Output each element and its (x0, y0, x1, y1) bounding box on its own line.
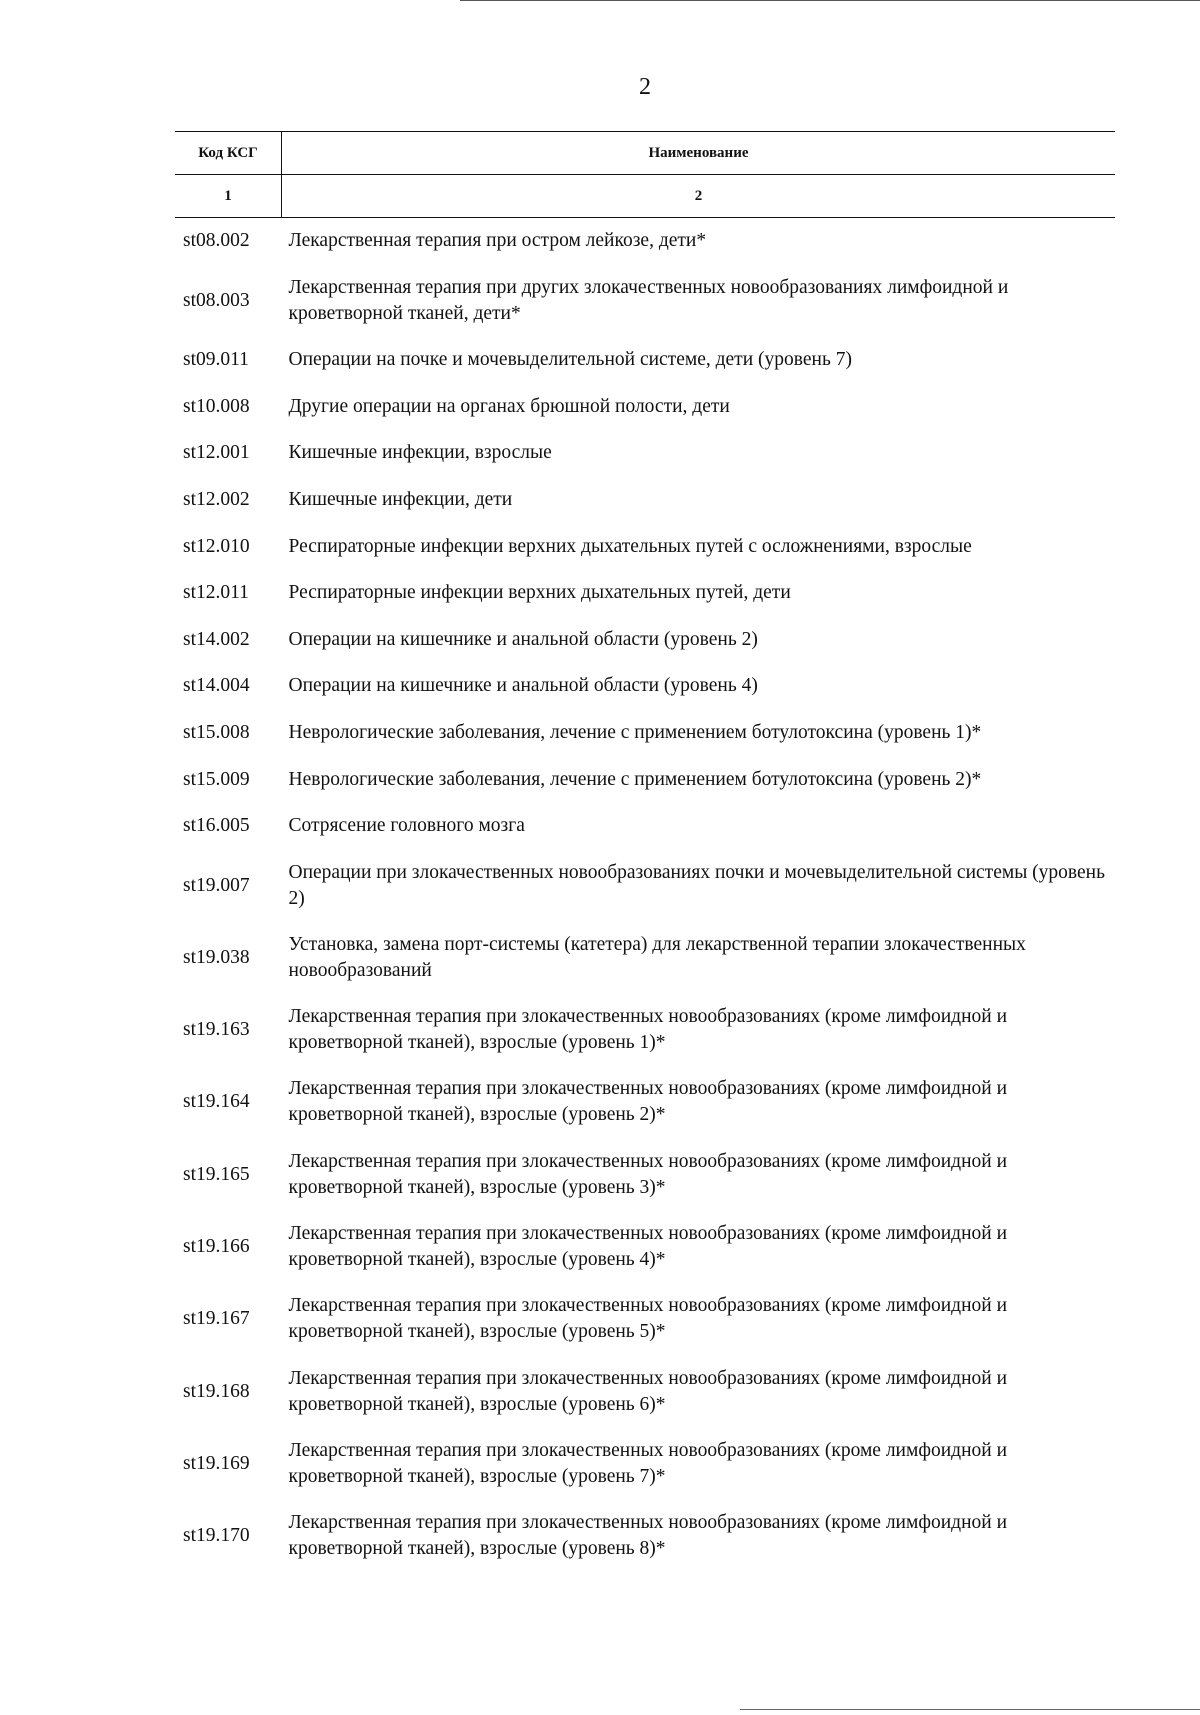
row-code: st12.002 (183, 488, 250, 510)
row-code: st09.011 (183, 349, 249, 371)
row-code: st15.008 (183, 721, 250, 743)
row-name: Операции на почке и мочевыделительной системе, дети (уровень 7) (288, 349, 852, 371)
table-row (175, 1066, 1115, 1138)
row-code: st19.163 (183, 1019, 250, 1041)
row-name: Операции на кишечнике и анальной области (уровень 2) (288, 628, 758, 650)
column-number-code: 1 (175, 175, 282, 218)
row-code: st08.003 (183, 289, 250, 311)
row-code: st19.167 (183, 1308, 250, 1330)
row-name: Неврологические заболевания, лечение с применением ботулотоксина (уровень 2)* (288, 768, 982, 790)
row-code: st19.164 (183, 1091, 250, 1113)
row-code: st19.038 (183, 946, 250, 968)
table-row (175, 1211, 1115, 1283)
row-code: st19.166 (183, 1236, 250, 1258)
row-name: Другие операции на органах брюшной полости, дети (288, 395, 730, 417)
row-name: Респираторные инфекции верхних дыхательных путей с осложнениями, взрослые (288, 535, 972, 557)
row-name: Респираторные инфекции верхних дыхательных путей, дети (288, 582, 791, 604)
row-name: Лекарственная терапия при остром лейкозе, дети* (288, 230, 707, 252)
row-code: st14.002 (183, 628, 250, 650)
table-row (175, 1139, 1115, 1211)
row-code: st19.170 (183, 1525, 250, 1547)
table-row (175, 1356, 1115, 1428)
table-row (175, 383, 1115, 430)
row-code: st15.009 (183, 768, 250, 790)
table-row (175, 477, 1115, 524)
table-row (175, 849, 1115, 921)
row-name: Лекарственная терапия при злокачественных новообразованиях (кроме лимфоидной и кроветворной тканей), взрослые (уровень 5)* (288, 1295, 1008, 1343)
kcg-table (175, 131, 1115, 1572)
table-row (175, 803, 1115, 850)
row-name: Неврологические заболевания, лечение с применением ботулотоксина (уровень 1)* (288, 721, 982, 743)
row-name: Лекарственная терапия при злокачественных новообразованиях (кроме лимфоидной и кроветворной тканей), взрослые (уровень 1)* (288, 1006, 1008, 1054)
table-row (175, 710, 1115, 757)
row-code: st12.011 (183, 582, 249, 604)
row-code: st19.169 (183, 1452, 250, 1474)
row-name: Лекарственная терапия при злокачественных новообразованиях (кроме лимфоидной и кроветворной тканей), взрослые (уровень 2)* (288, 1078, 1008, 1126)
row-code: st10.008 (183, 395, 250, 417)
table-row (175, 1500, 1115, 1572)
table-row (175, 430, 1115, 477)
row-name: Лекарственная терапия при злокачественных новообразованиях (кроме лимфоидной и кроветворной тканей), взрослые (уровень 4)* (288, 1223, 1008, 1271)
table-row (175, 1283, 1115, 1355)
table-row (175, 663, 1115, 710)
row-code: st08.002 (183, 230, 250, 252)
row-name: Лекарственная терапия при других злокачественных новообразованиях лимфоидной и кроветворной тканей, дети* (288, 276, 1009, 324)
row-name: Установка, замена порт-системы (катетера) для лекарственной терапии злокачественных новообразований (288, 933, 1026, 981)
row-name: Операции при злокачественных новообразованиях почки и мочевыделительной системы (уровень 2) (288, 861, 1105, 909)
table-header-row (175, 132, 1115, 175)
scan-edge-line-top (460, 0, 1200, 1)
row-code: st19.168 (183, 1380, 250, 1402)
row-name: Кишечные инфекции, дети (288, 488, 513, 510)
table-body (175, 218, 1115, 1573)
row-name: Сотрясение головного мозга (288, 815, 525, 837)
row-code: st12.010 (183, 535, 250, 557)
table-row (175, 922, 1115, 994)
column-number-name: 2 (282, 175, 1116, 218)
row-code: st12.001 (183, 442, 250, 464)
table-row (175, 337, 1115, 384)
row-name: Операции на кишечнике и анальной области (уровень 4) (288, 675, 758, 697)
table-row (175, 616, 1115, 663)
row-name: Кишечные инфекции, взрослые (288, 442, 552, 464)
row-code: st19.007 (183, 874, 250, 896)
row-name: Лекарственная терапия при злокачественных новообразованиях (кроме лимфоидной и кроветворной тканей), взрослые (уровень 3)* (288, 1150, 1008, 1198)
page-number: 2 (639, 74, 651, 100)
row-code: st14.004 (183, 675, 250, 697)
scan-edge-line-bottom (740, 1709, 1200, 1710)
row-name: Лекарственная терапия при злокачественных новообразованиях (кроме лимфоидной и кроветворной тканей), взрослые (уровень 7)* (288, 1439, 1008, 1487)
table-row (175, 265, 1115, 337)
header-name: Наименование (282, 132, 1116, 175)
row-code: st16.005 (183, 815, 250, 837)
table-row (175, 756, 1115, 803)
table-row (175, 523, 1115, 570)
table-row (175, 994, 1115, 1066)
row-name: Лекарственная терапия при злокачественных новообразованиях (кроме лимфоидной и кроветворной тканей), взрослые (уровень 8)* (288, 1512, 1008, 1560)
table-column-numbers-row (175, 175, 1115, 218)
row-name: Лекарственная терапия при злокачественных новообразованиях (кроме лимфоидной и кроветворной тканей), взрослые (уровень 6)* (288, 1367, 1008, 1415)
row-code: st19.165 (183, 1163, 250, 1185)
table-row (175, 570, 1115, 617)
table-row (175, 218, 1115, 265)
table-row (175, 1428, 1115, 1500)
header-code: Код КСГ (175, 132, 282, 175)
